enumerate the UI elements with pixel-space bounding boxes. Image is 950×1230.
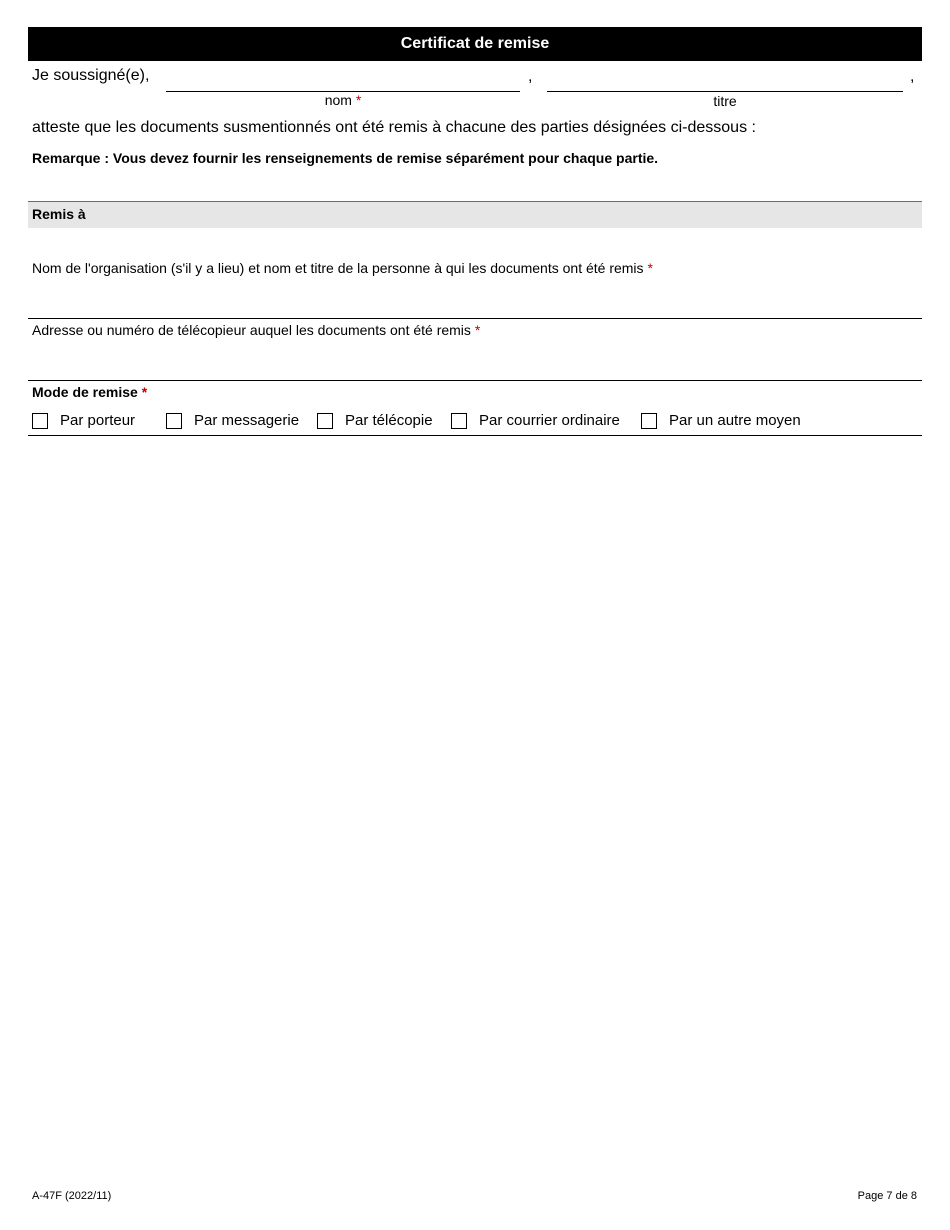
organization-field-label: Nom de l'organisation (s'il y a lieu) et nom et titre de la personne à qui les documents ont été remis * xyxy=(32,260,653,276)
address-field-label: Adresse ou numéro de télécopieur auquel les documents ont été remis * xyxy=(32,322,481,338)
checkbox-par-porteur[interactable] xyxy=(32,413,48,429)
comma-2: , xyxy=(910,68,915,85)
form-page xyxy=(28,27,922,429)
organization-input-line[interactable] xyxy=(28,318,922,319)
title-input-line[interactable] xyxy=(547,91,903,92)
attest-text: atteste que les documents susmentionnés ont été remis à chacune des parties désignées ci-dessous : xyxy=(32,119,756,136)
page-number: Page 7 de 8 xyxy=(857,1190,917,1202)
certificate-title: Certificat de remise xyxy=(400,35,550,52)
option-par-un-autre-moyen[interactable]: Par un autre moyen xyxy=(641,412,801,429)
checkbox-par-messagerie[interactable] xyxy=(166,413,182,429)
required-marker: * xyxy=(141,384,148,400)
option-par-porteur[interactable]: Par porteur xyxy=(32,412,135,429)
name-label: nom * xyxy=(324,92,362,108)
form-code: A-47F (2022/11) xyxy=(32,1190,112,1202)
required-marker: * xyxy=(647,260,653,276)
remark-text: Remarque : Vous devez fournir les renseignements de remise séparément pour chaque partie. xyxy=(32,150,659,166)
option-par-messagerie[interactable]: Par messagerie xyxy=(166,412,299,429)
undersigned-label: Je soussigné(e), xyxy=(32,67,150,84)
delivered-to-header: Remis à xyxy=(28,201,922,228)
option-par-telecopie[interactable]: Par télécopie xyxy=(317,412,433,429)
delivery-mode-label: Mode de remise * xyxy=(32,384,148,400)
address-input-line[interactable] xyxy=(28,380,922,381)
title-label: titre xyxy=(713,93,737,109)
signature-row xyxy=(28,27,922,117)
option-par-courrier-ordinaire[interactable]: Par courrier ordinaire xyxy=(451,412,620,429)
checkbox-par-courrier-ordinaire[interactable] xyxy=(451,413,467,429)
checkbox-par-un-autre-moyen[interactable] xyxy=(641,413,657,429)
checkbox-par-telecopie[interactable] xyxy=(317,413,333,429)
required-marker: * xyxy=(355,92,362,108)
required-marker: * xyxy=(474,322,481,338)
section-bottom-rule xyxy=(28,435,922,436)
comma-1: , xyxy=(528,68,533,85)
